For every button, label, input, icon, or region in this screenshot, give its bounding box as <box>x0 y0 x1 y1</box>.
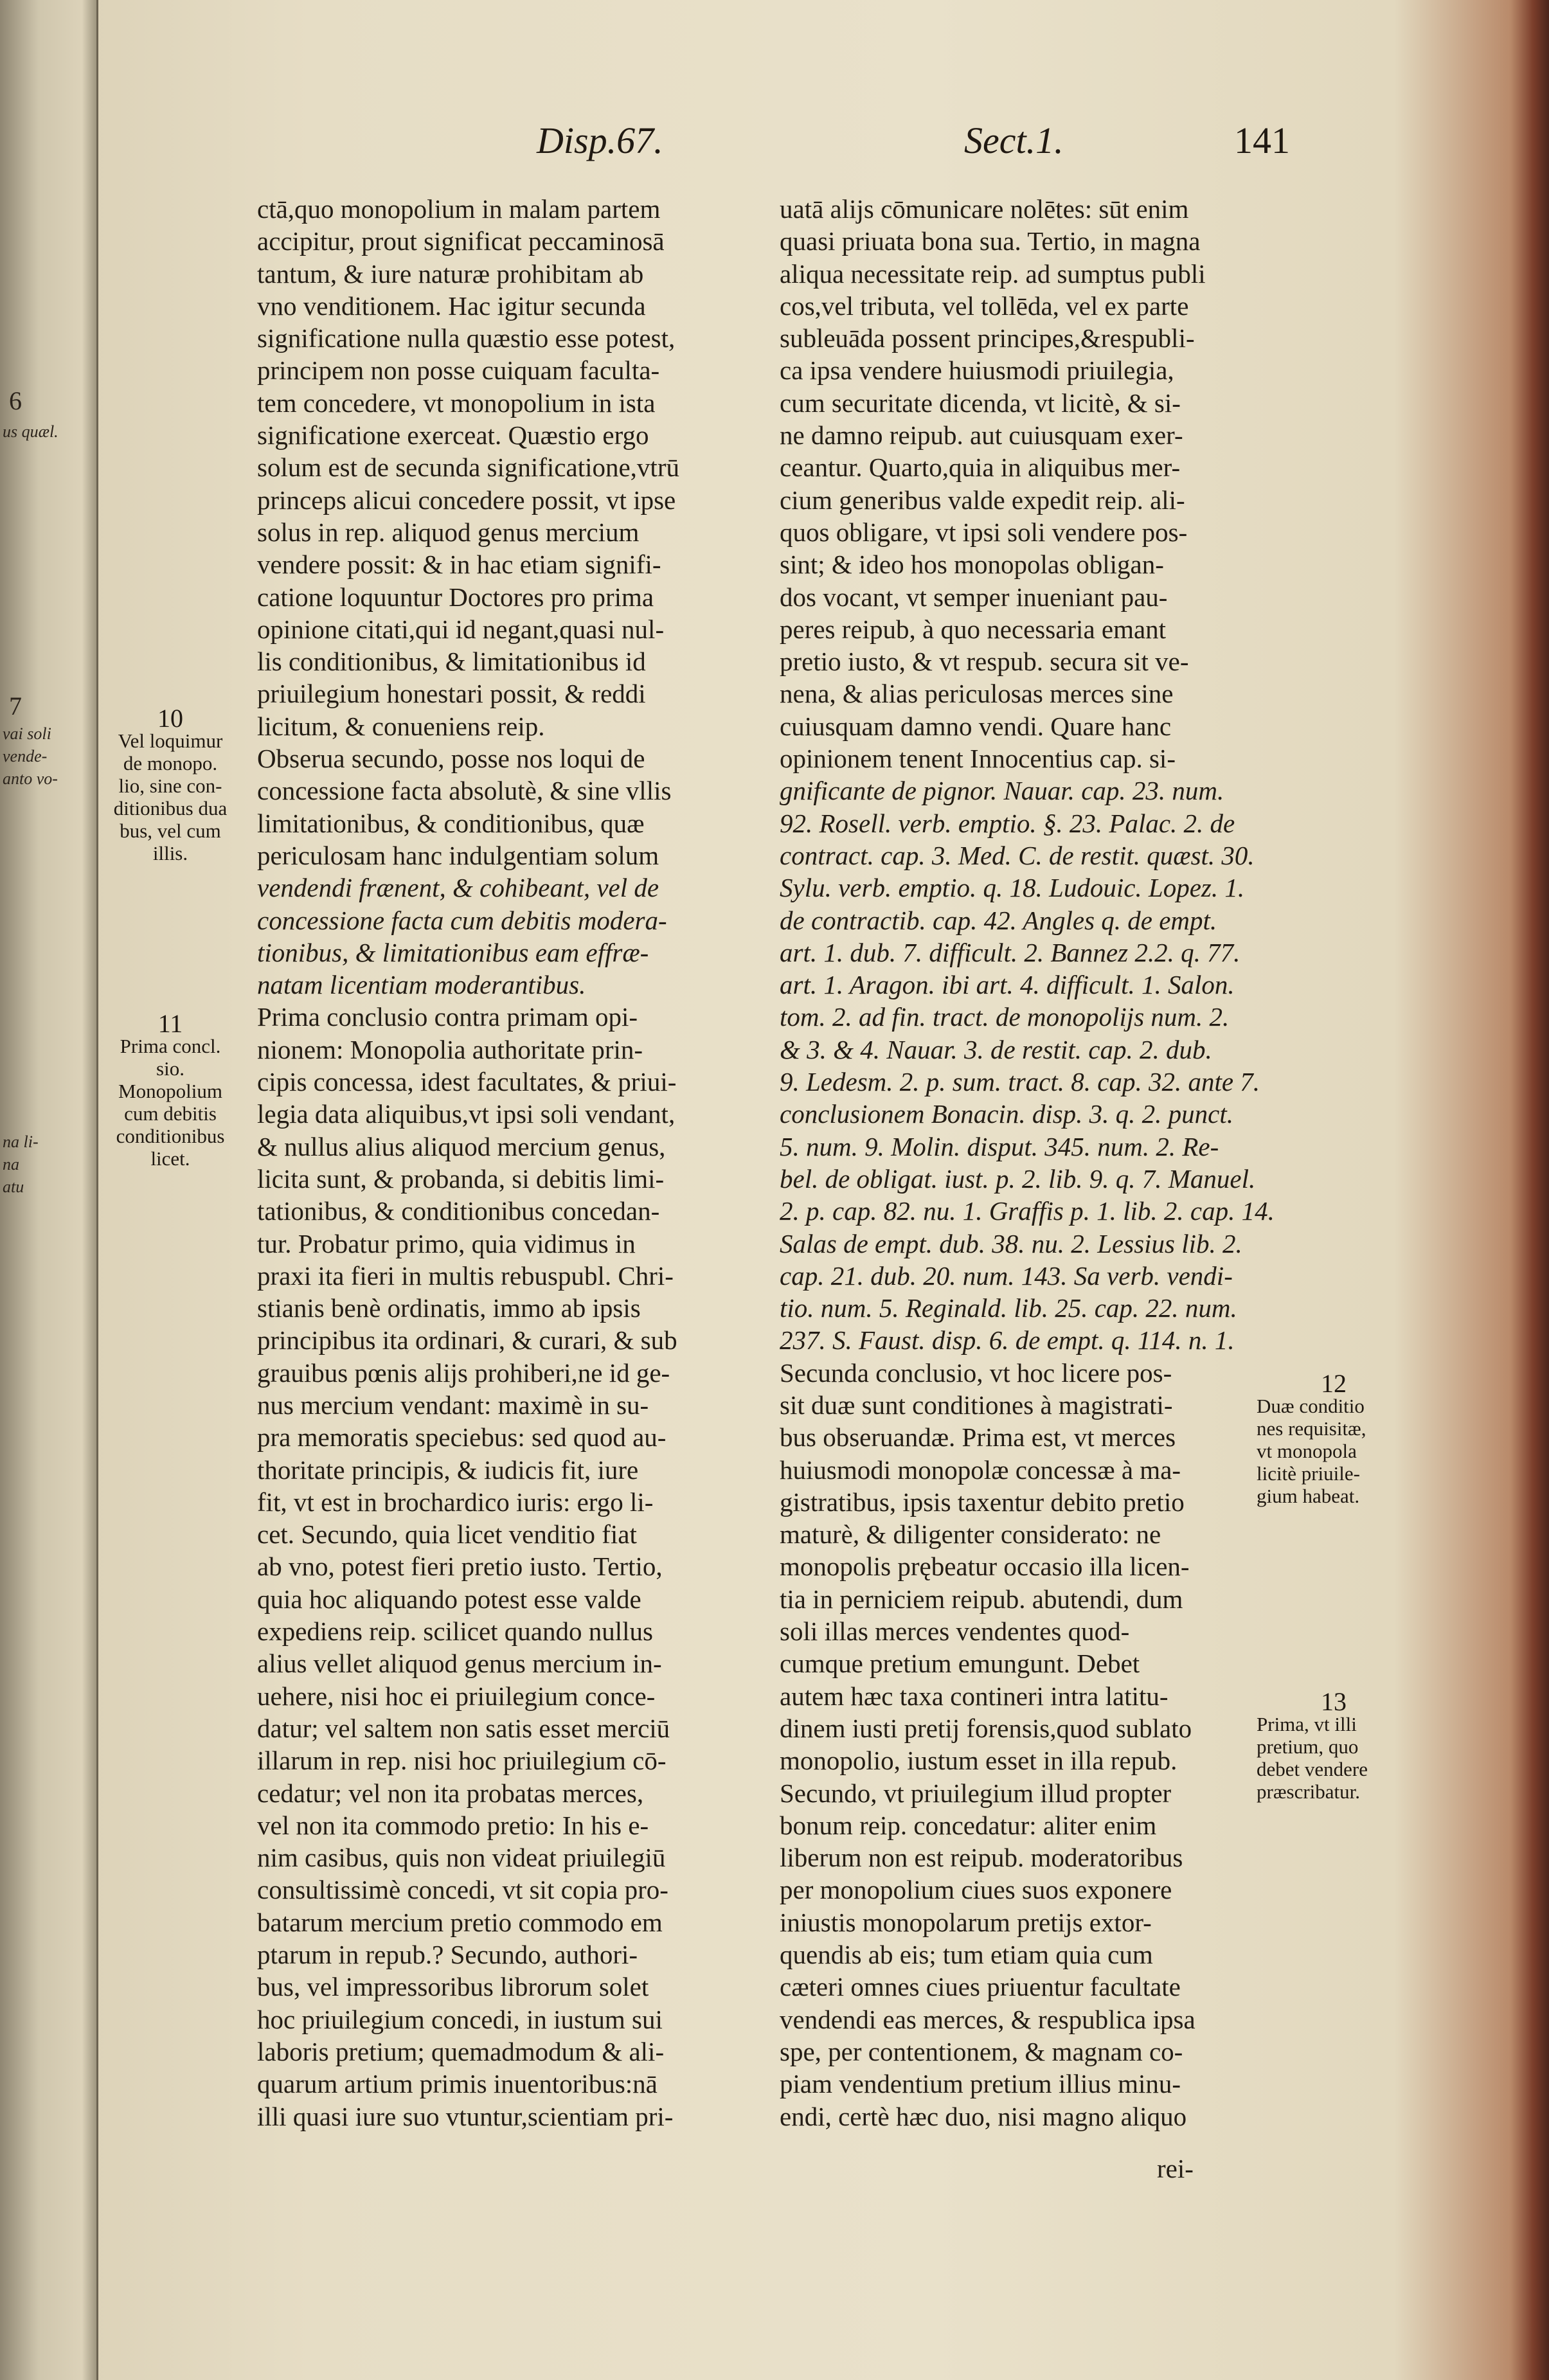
text-line: principem non posse cuiquam faculta- <box>257 355 660 386</box>
text-line: bonum reip. concedatur: aliter enim <box>780 1810 1157 1840</box>
text-line: catione loquuntur Doctores pro prima <box>257 582 654 612</box>
left-text-column <box>257 193 771 2133</box>
text-line: cap. 21. dub. 20. num. 143. Sa verb. vendi- <box>780 1260 1233 1291</box>
text-line: dinem iusti pretij forensis,quod sublato <box>780 1713 1192 1743</box>
text-line: licita sunt, & probanda, si debitis limi- <box>257 1163 665 1194</box>
text-line: laboris pretium; quemadmodum & ali- <box>257 2036 665 2066</box>
text-line: 9. Ledesm. 2. p. sum. tract. 8. cap. 32. ante 7. <box>780 1067 1260 1097</box>
text-line: 2. p. cap. 82. nu. 1. Graffis p. 1. lib. 2. cap. 14. <box>780 1196 1275 1226</box>
margin-note-line: vt monopola <box>1257 1440 1357 1462</box>
prev-page-fragment: vai soli <box>3 724 51 743</box>
text-line: de contractib. cap. 42. Angles q. de empt. <box>780 905 1217 935</box>
margin-note-line: conditionibus <box>116 1125 225 1147</box>
text-line: priuilegium honestari possit, & reddi <box>257 679 646 709</box>
text-line: thoritate principis, & iudicis fit, iure <box>257 1454 639 1485</box>
text-line: solus in rep. aliquod genus mercium <box>257 517 640 547</box>
text-line: lis conditionibus, & limitationibus id <box>257 647 646 677</box>
margin-note-line: sio. <box>156 1057 184 1080</box>
text-line: licitum, & conueniens reip. <box>257 711 545 741</box>
text-line: cium generibus valde expedit reip. ali- <box>780 485 1185 515</box>
margin-note-line: pretium, quo <box>1257 1735 1359 1758</box>
text-line: cedatur; vel non ita probatas merces, <box>257 1778 644 1808</box>
margin-note-line: Prima concl. <box>120 1035 221 1057</box>
text-line: concessione facta absolutè, & sine vllis <box>257 776 672 806</box>
text-line: Secundo, vt priuilegium illud propter <box>780 1778 1172 1808</box>
text-line: vendendi frænent, & cohibeant, vel de <box>257 873 659 903</box>
margin-note-line: cum debitis <box>124 1102 217 1125</box>
text-line: princeps alicui concedere possit, vt ipse <box>257 485 676 515</box>
text-line: art. 1. Aragon. ibi art. 4. difficult. 1. Salon. <box>780 970 1235 1000</box>
text-line: accipitur, prout significat peccaminosā <box>257 226 665 256</box>
page-number: 141 <box>1234 120 1290 161</box>
text-line: aliqua necessitate reip. ad sumptus publi <box>780 258 1206 289</box>
text-line: stianis benè ordinatis, immo ab ipsis <box>257 1293 641 1323</box>
text-line: dos vocant, vt semper inueniant pau- <box>780 582 1168 612</box>
text-line: ca ipsa vendere huiusmodi priuilegia, <box>780 355 1174 386</box>
right-text-column <box>780 193 1307 2133</box>
text-line: grauibus pœnis alijs prohiberi,ne id ge- <box>257 1357 670 1388</box>
text-line: opinione citati,qui id negant,quasi nul- <box>257 614 665 644</box>
text-line: alius vellet aliquod genus mercium in- <box>257 1649 662 1679</box>
margin-note-number: 12 <box>1321 1369 1347 1398</box>
text-line: cuiusquam damno vendi. Quare hanc <box>780 711 1172 741</box>
text-line: peres reipub, à quo necessaria emant <box>780 614 1167 644</box>
text-line: 5. num. 9. Molin. disput. 345. num. 2. Re- <box>780 1131 1219 1161</box>
text-line: sint; & ideo hos monopolas obligan- <box>780 550 1164 580</box>
text-line: nim casibus, quis non videat priuilegiū <box>257 1843 666 1873</box>
text-line: concessione facta cum debitis modera- <box>257 905 667 935</box>
text-line: contract. cap. 3. Med. C. de restit. quæst. 30. <box>780 840 1255 870</box>
text-line: vendendi eas merces, & respublica ipsa <box>780 2004 1195 2034</box>
text-line: spe, per contentionem, & magnam co- <box>780 2036 1183 2066</box>
text-line: praxi ita fieri in multis rebuspubl. Chri- <box>257 1260 674 1291</box>
text-line: legia data aliquibus,vt ipsi soli vendant, <box>257 1099 676 1129</box>
text-line: consultissimè concedi, vt sit copia pro- <box>257 1875 668 1905</box>
text-line: Secunda conclusio, vt hoc licere pos- <box>780 1357 1172 1388</box>
text-line: monopolio, iustum esset in illa repub. <box>780 1746 1177 1776</box>
margin-note-line: bus, vel cum <box>120 819 221 842</box>
text-line: ab vno, potest fieri pretio iusto. Tertio, <box>257 1552 663 1582</box>
margin-note-line: gium habeat. <box>1257 1485 1360 1507</box>
text-line: quia hoc aliquando potest esse valde <box>257 1584 641 1614</box>
text-line: nus mercium vendant: maximè in su- <box>257 1390 649 1420</box>
text-line: bus, vel impressoribus librorum solet <box>257 1972 649 2002</box>
header-disputation: Disp.67. <box>537 120 663 161</box>
text-line: gnificante de pignor. Nauar. cap. 23. num. <box>780 776 1224 806</box>
text-line: bus obseruandæ. Prima est, vt merces <box>780 1422 1176 1453</box>
text-line: cipis concessa, idest facultates, & priui- <box>257 1067 677 1097</box>
text-line: datur; vel saltem non satis esset merciū <box>257 1713 670 1743</box>
text-line: natam licentiam moderantibus. <box>257 970 586 1000</box>
text-line: monopolis prębeatur occasio illa licen- <box>780 1552 1190 1582</box>
text-line: subleuāda possent principes,&respubli- <box>780 323 1195 353</box>
text-line: ctā,quo monopolium in malam partem <box>257 194 661 224</box>
prev-page-number-6: 6 <box>9 386 22 415</box>
prev-page-fragment: atu <box>3 1177 24 1196</box>
text-line: tio. num. 5. Reginald. lib. 25. cap. 22. num. <box>780 1293 1237 1323</box>
text-line: uehere, nisi hoc ei priuilegium conce- <box>257 1681 656 1711</box>
text-line: quasi priuata bona sua. Tertio, in magna <box>780 226 1201 256</box>
text-line: nena, & alias periculosas merces sine <box>780 679 1174 709</box>
margin-note-line: Vel loquimur <box>118 729 223 752</box>
text-line: liberum non est reipub. moderatoribus <box>780 1843 1183 1873</box>
text-line: pretio iusto, & vt respub. secura sit ve- <box>780 647 1189 677</box>
text-line: tom. 2. ad fin. tract. de monopolijs num. 2. <box>780 1002 1230 1032</box>
prev-page-fragment: na li- <box>3 1132 39 1151</box>
margin-note-line: debet vendere <box>1257 1758 1368 1780</box>
text-line: tantum, & iure naturæ prohibitam ab <box>257 258 644 289</box>
text-line: uatā alijs cōmunicare nolētes: sūt enim <box>780 194 1189 224</box>
prev-page-fragment: us quæl. <box>3 422 58 441</box>
margin-note-number: 13 <box>1321 1687 1347 1716</box>
prev-page-fragment: anto vo- <box>3 769 58 788</box>
margin-note-number: 11 <box>157 1009 183 1038</box>
text-line: Prima conclusio contra primam opi- <box>257 1002 638 1032</box>
margin-note-line: licitè priuile- <box>1257 1462 1360 1485</box>
text-line: ne damno reipub. aut cuiusquam exer- <box>780 420 1183 451</box>
margin-note-11 <box>93 1009 247 1170</box>
text-line: solum est de secunda significatione,vtrū <box>257 452 679 483</box>
text-line: conclusionem Bonacin. disp. 3. q. 2. punct. <box>780 1099 1234 1129</box>
text-line: quarum artium primis inuentoribus:nā <box>257 2069 658 2099</box>
margin-note-number: 10 <box>157 704 183 733</box>
text-line: hoc priuilegium concedi, in iustum sui <box>257 2004 663 2034</box>
previous-page-edge <box>0 0 98 2380</box>
text-line: quendis ab eis; tum etiam quia cum <box>780 1940 1153 1970</box>
text-line: vendere possit: & in hac etiam signifi- <box>257 550 661 580</box>
text-line: 92. Rosell. verb. emptio. §. 23. Palac. 2. de <box>780 808 1235 838</box>
text-line: principibus ita ordinari, & curari, & sub <box>257 1325 677 1356</box>
text-line: Salas de empt. dub. 38. nu. 2. Lessius lib. 2. <box>780 1228 1242 1258</box>
header-section: Sect.1. <box>964 120 1064 161</box>
running-header <box>0 119 1549 170</box>
text-line: limitationibus, & conditionibus, quæ <box>257 808 645 838</box>
text-line: tationibus, & conditionibus concedan- <box>257 1196 660 1226</box>
text-line: 237. S. Faust. disp. 6. de empt. q. 114. n. 1. <box>780 1325 1235 1356</box>
text-line: art. 1. dub. 7. difficult. 2. Bannez 2.2. q. 77. <box>780 937 1240 967</box>
text-line: periculosam hanc indulgentiam solum <box>257 840 659 870</box>
margin-note-line: de monopo. <box>123 752 218 774</box>
prev-page-fragment: vende- <box>3 747 48 765</box>
text-line: per monopolium ciues suos exponere <box>780 1875 1172 1905</box>
text-line: significatione exerceat. Quæstio ergo <box>257 420 649 451</box>
margin-note-line: Monopolium <box>118 1080 222 1102</box>
text-line: quos obligare, vt ipsi soli vendere pos- <box>780 517 1188 547</box>
text-line: maturè, & diligenter considerato: ne <box>780 1519 1161 1550</box>
text-line: piam vendentium pretium illius minu- <box>780 2069 1181 2099</box>
text-line: endi, certè hæc duo, nisi magno aliquo <box>780 2101 1187 2131</box>
margin-note-line: lio, sine con- <box>118 774 222 797</box>
text-line: significatione nulla quæstio esse potest, <box>257 323 676 353</box>
margin-note-line: illis. <box>152 842 188 864</box>
text-line: & nullus alius aliquod mercium genus, <box>257 1131 666 1161</box>
text-line: vel non ita commodo pretio: In his e- <box>257 1810 649 1840</box>
text-line: Obserua secundo, posse nos loqui de <box>257 744 645 774</box>
margin-note-line: Prima, vt illi <box>1257 1713 1357 1735</box>
margin-note-line: ditionibus dua <box>113 797 228 819</box>
text-line: huiusmodi monopolæ concessæ à ma- <box>780 1454 1181 1485</box>
text-line: tem concedere, vt monopolium in ista <box>257 388 656 418</box>
text-line: ceantur. Quarto,quia in aliquibus mer- <box>780 452 1181 483</box>
text-line: pra memoratis speciebus: sed quod au- <box>257 1422 667 1453</box>
text-line: tionibus, & limitationibus eam effræ- <box>257 937 649 967</box>
text-line: bel. de obligat. iust. p. 2. lib. 9. q. 7. Manuel. <box>780 1163 1256 1194</box>
margin-note-13 <box>1257 1687 1411 1803</box>
text-line: soli illas merces vendentes quod- <box>780 1616 1130 1647</box>
text-line: tia in perniciem reipub. abutendi, dum <box>780 1584 1183 1614</box>
text-line: cæteri omnes ciues priuentur facultate <box>780 1972 1181 2002</box>
text-line: ptarum in repub.? Secundo, authori- <box>257 1940 638 1970</box>
text-line: cet. Secundo, quia licet venditio fiat <box>257 1519 637 1550</box>
text-line: sit duæ sunt conditiones à magistrati- <box>780 1390 1173 1420</box>
catchword: rei- <box>1157 2154 1194 2183</box>
text-line: batarum mercium pretio commodo em <box>257 1907 663 1937</box>
margin-note-line: Duæ conditio <box>1257 1395 1365 1417</box>
text-line: tur. Probatur primo, quia vidimus in <box>257 1228 636 1258</box>
text-line: iniustis monopolarum pretijs extor- <box>780 1907 1152 1937</box>
text-line: nionem: Monopolia authoritate prin- <box>257 1034 643 1064</box>
text-line: vno venditionem. Hac igitur secunda <box>257 291 646 321</box>
margin-note-line: præscribatur. <box>1257 1780 1360 1803</box>
text-line: Sylu. verb. emptio. q. 18. Ludouic. Lopez. 1. <box>780 873 1245 903</box>
text-line: expediens reip. scilicet quando nullus <box>257 1616 653 1647</box>
margin-note-10 <box>93 704 247 864</box>
text-line: illi quasi iure suo vtuntur,scientiam pri- <box>257 2101 674 2131</box>
prev-page-fragment: na <box>3 1155 19 1174</box>
text-line: cum securitate dicenda, vt licitè, & si- <box>780 388 1181 418</box>
text-line: & 3. & 4. Nauar. 3. de restit. cap. 2. dub. <box>780 1034 1212 1064</box>
text-line: fit, vt est in brochardico iuris: ergo li- <box>257 1487 654 1517</box>
text-line: cumque pretium emungunt. Debet <box>780 1649 1140 1679</box>
text-line: autem hæc taxa contineri intra latitu- <box>780 1681 1168 1711</box>
text-line: opinionem tenent Innocentius cap. si- <box>780 744 1176 774</box>
margin-note-line: licet. <box>150 1147 190 1170</box>
text-line: gistratibus, ipsis taxentur debito pretio <box>780 1487 1185 1517</box>
prev-page-number-7: 7 <box>9 692 22 720</box>
margin-note-12 <box>1257 1369 1411 1507</box>
margin-note-line: nes requisitæ, <box>1257 1417 1366 1440</box>
text-line: cos,vel tributa, vel tollēda, vel ex parte <box>780 291 1189 321</box>
text-line: illarum in rep. nisi hoc priuilegium cō- <box>257 1746 667 1776</box>
